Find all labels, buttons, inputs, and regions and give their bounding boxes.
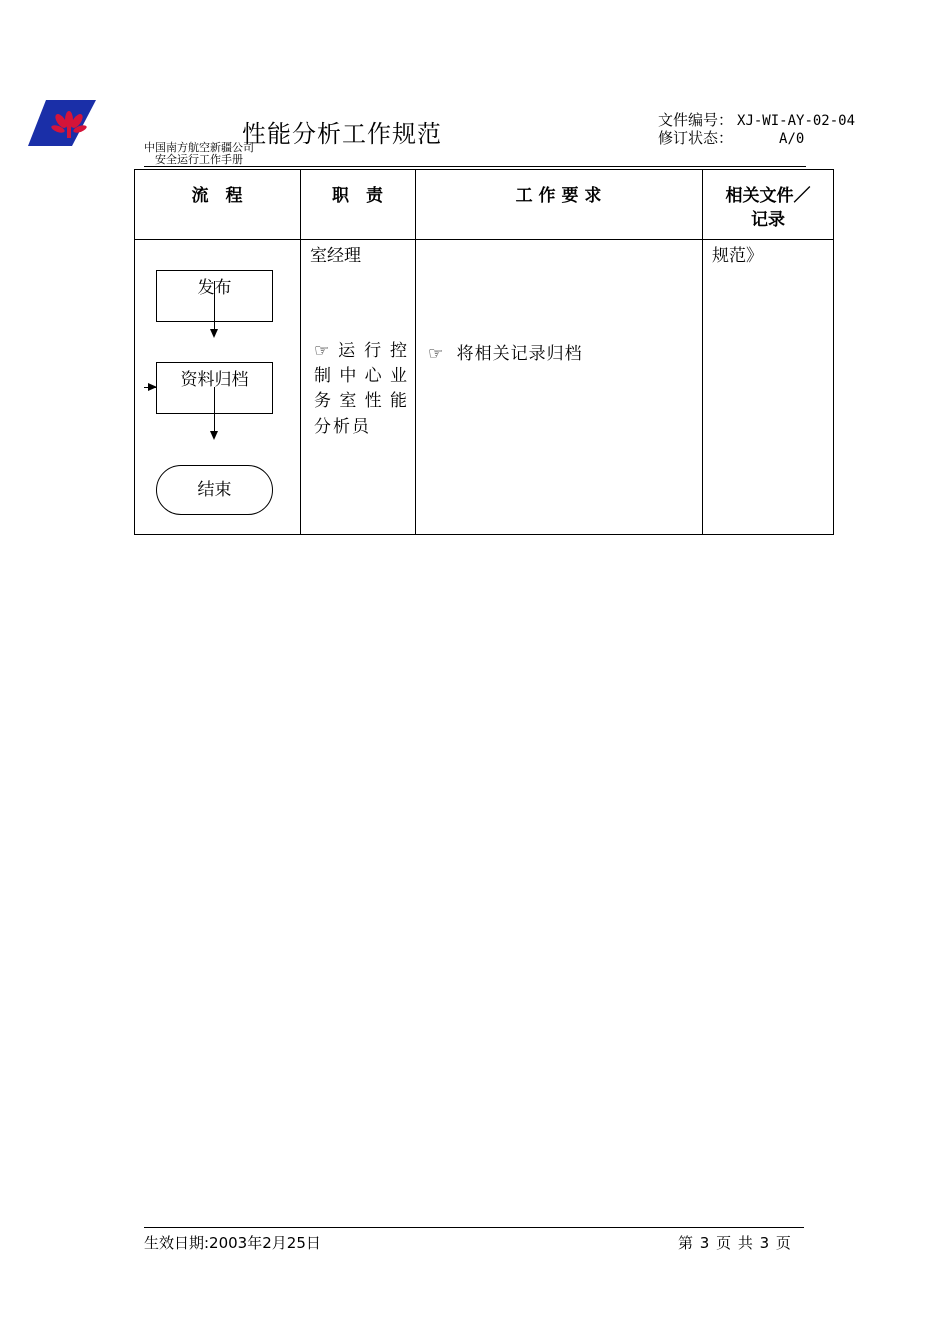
flow-end: 结束 [156,465,273,515]
header-divider [144,166,806,167]
header-process: 流 程 [191,186,243,206]
column-divider [300,169,301,535]
company-name: 中国南方航空新疆公司 [144,141,254,154]
header-requirements: 工 作 要 求 [515,186,602,206]
header-duty: 职 责 [332,186,383,206]
doc-number-value: XJ-WI-AY-02-04 [737,113,856,129]
revision-value: A/0 [779,131,805,147]
doc-number [658,112,855,130]
bullet-icon: ☞ [428,344,444,364]
procedure-table [134,169,834,535]
duty-line-3: 务室性能 [314,391,407,411]
flow-step-publish: 发布 [156,270,273,322]
manual-name: 安全运行工作手册 [155,153,243,166]
related-doc: 规范》 [712,246,763,266]
revision-status [658,130,804,148]
arrow-right-icon [148,383,157,391]
requirement-text: 将相关记录归档 [456,344,583,364]
bullet-icon: ☞ [314,341,330,361]
header-row-divider [134,239,834,240]
arrow-down-icon [210,329,218,338]
arrow-down-icon [210,431,218,440]
revision-label: 修订状态： [658,129,734,147]
effective-date: 生效日期:2003年2月25日 [144,1234,321,1252]
column-divider [415,169,416,535]
flow-step-archive: 资料归档 [156,362,273,414]
duty-manager: 室经理 [310,246,361,266]
footer-divider [144,1227,804,1228]
requirement-item [428,339,583,364]
company-logo [28,100,96,148]
document-title: 性能分析工作规范 [242,120,442,148]
header-docs-line2: 记录 [751,210,785,230]
header-docs-line1: 相关文件／ [725,186,811,206]
page-number: 第 3 页 共 3 页 [678,1234,791,1252]
duty-line-4: 分析员 [314,417,371,437]
flow-arrow-line [214,387,215,431]
duty-line-2: 制中心业 [314,366,407,386]
duty-line-1: ☞运行控 [314,341,407,361]
doc-number-label: 文件编号： [658,111,734,129]
flow-arrow-line [214,281,215,336]
